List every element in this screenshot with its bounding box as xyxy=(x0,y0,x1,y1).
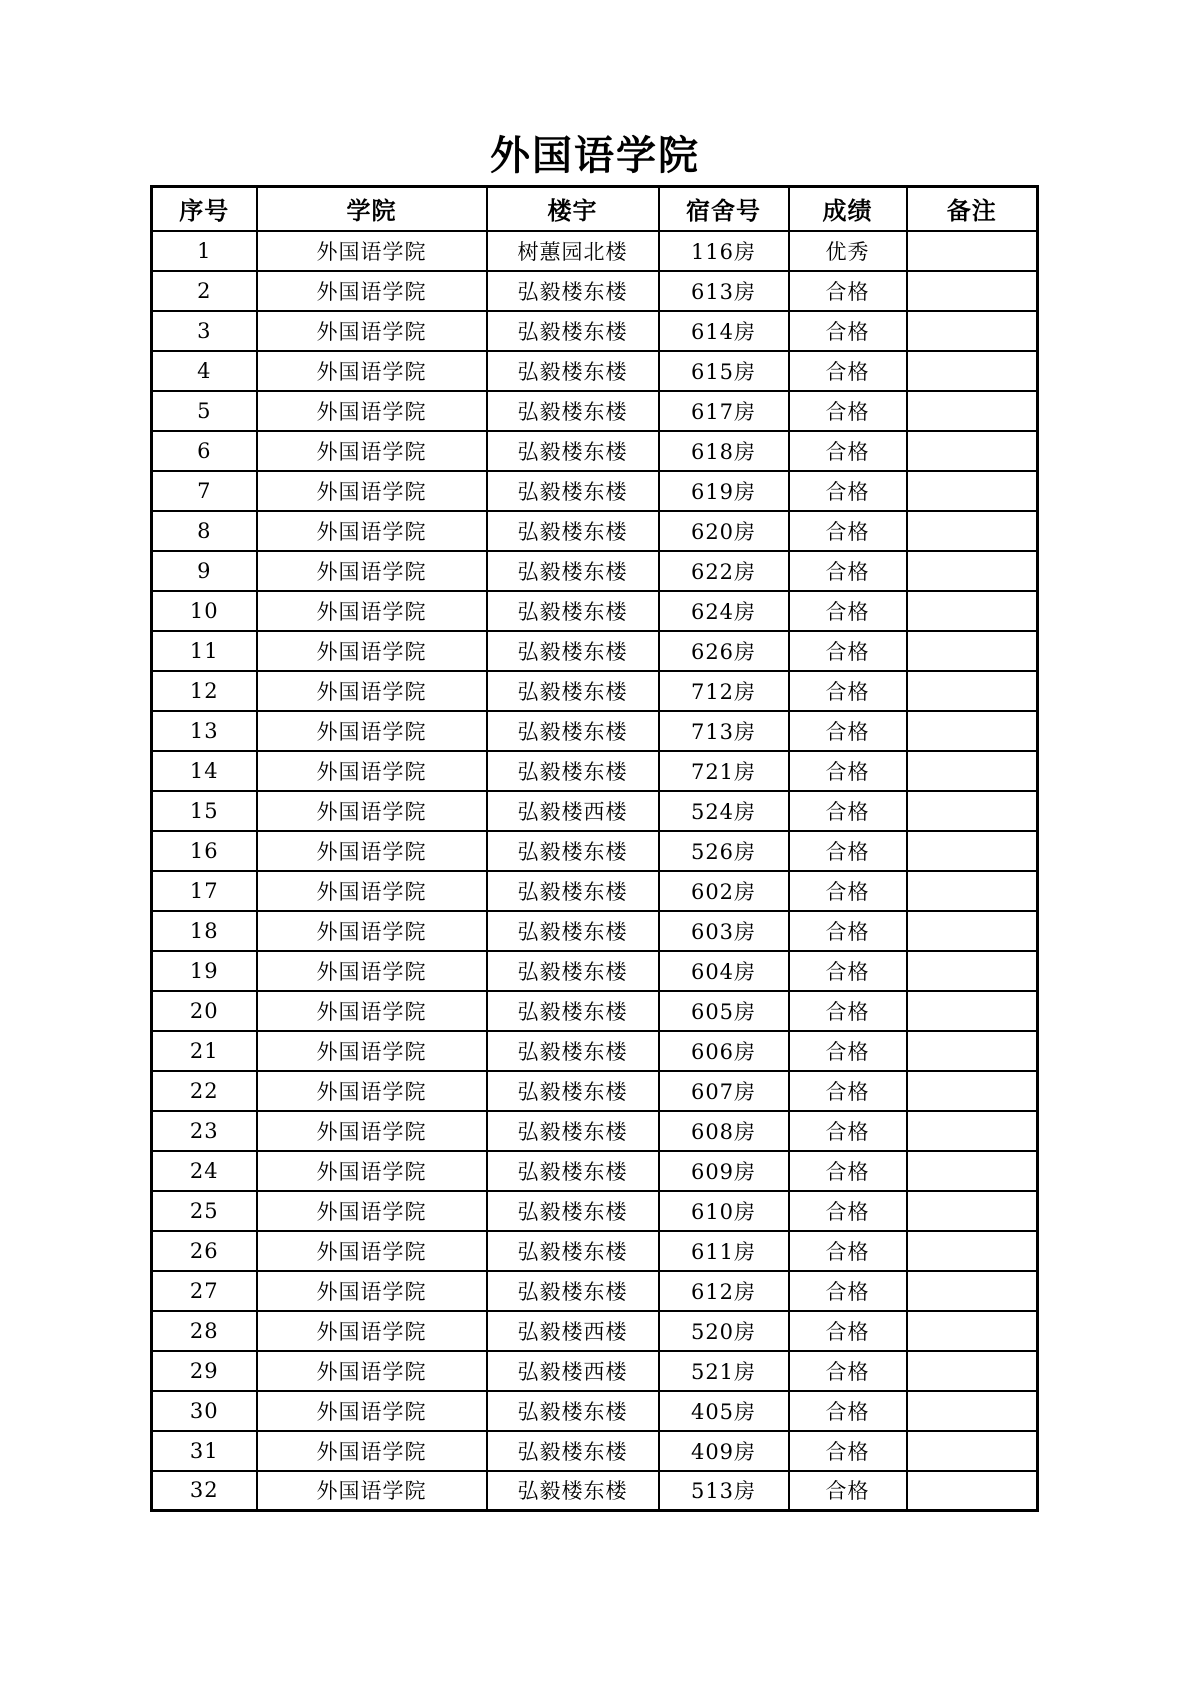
cell-building: 弘毅楼东楼 xyxy=(487,831,659,871)
cell-remark xyxy=(907,1351,1038,1391)
cell-building: 弘毅楼东楼 xyxy=(487,1071,659,1111)
table-row xyxy=(152,471,1038,511)
cell-remark xyxy=(907,1311,1038,1351)
cell-index: 3 xyxy=(152,311,257,351)
cell-building: 弘毅楼东楼 xyxy=(487,511,659,551)
cell-room: 520房 xyxy=(659,1311,789,1351)
cell-index: 24 xyxy=(152,1151,257,1191)
cell-index: 5 xyxy=(152,391,257,431)
table-row xyxy=(152,951,1038,991)
cell-college: 外国语学院 xyxy=(257,1351,487,1391)
cell-remark xyxy=(907,1191,1038,1231)
cell-remark xyxy=(907,871,1038,911)
cell-index: 17 xyxy=(152,871,257,911)
cell-grade: 合格 xyxy=(789,351,907,391)
table-row xyxy=(152,831,1038,871)
cell-college: 外国语学院 xyxy=(257,1471,487,1511)
table-row xyxy=(152,511,1038,551)
cell-college: 外国语学院 xyxy=(257,751,487,791)
cell-grade: 合格 xyxy=(789,271,907,311)
cell-college: 外国语学院 xyxy=(257,911,487,951)
cell-remark xyxy=(907,231,1038,271)
cell-building: 弘毅楼东楼 xyxy=(487,1151,659,1191)
cell-college: 外国语学院 xyxy=(257,271,487,311)
cell-index: 7 xyxy=(152,471,257,511)
cell-college: 外国语学院 xyxy=(257,1431,487,1471)
cell-college: 外国语学院 xyxy=(257,1191,487,1231)
cell-grade: 合格 xyxy=(789,471,907,511)
cell-remark xyxy=(907,511,1038,551)
cell-grade: 合格 xyxy=(789,1431,907,1471)
cell-remark xyxy=(907,671,1038,711)
cell-index: 28 xyxy=(152,1311,257,1351)
cell-building: 弘毅楼东楼 xyxy=(487,711,659,751)
header-grade: 成绩 xyxy=(789,187,907,231)
header-index: 序号 xyxy=(152,187,257,231)
cell-room: 615房 xyxy=(659,351,789,391)
table-row xyxy=(152,1391,1038,1431)
cell-index: 10 xyxy=(152,591,257,631)
table-row xyxy=(152,1471,1038,1511)
cell-grade: 合格 xyxy=(789,1311,907,1351)
cell-building: 弘毅楼东楼 xyxy=(487,631,659,671)
cell-room: 624房 xyxy=(659,591,789,631)
cell-remark xyxy=(907,1151,1038,1191)
cell-room: 524房 xyxy=(659,791,789,831)
table-row xyxy=(152,1191,1038,1231)
table-row xyxy=(152,1031,1038,1071)
cell-building: 弘毅楼东楼 xyxy=(487,1191,659,1231)
cell-index: 9 xyxy=(152,551,257,591)
cell-index: 19 xyxy=(152,951,257,991)
cell-index: 6 xyxy=(152,431,257,471)
table-row xyxy=(152,1351,1038,1391)
cell-grade: 合格 xyxy=(789,1271,907,1311)
cell-building: 弘毅楼东楼 xyxy=(487,311,659,351)
cell-index: 16 xyxy=(152,831,257,871)
cell-remark xyxy=(907,631,1038,671)
cell-index: 26 xyxy=(152,1231,257,1271)
cell-college: 外国语学院 xyxy=(257,391,487,431)
cell-grade: 合格 xyxy=(789,431,907,471)
cell-remark xyxy=(907,991,1038,1031)
cell-college: 外国语学院 xyxy=(257,831,487,871)
cell-room: 608房 xyxy=(659,1111,789,1151)
table-row xyxy=(152,591,1038,631)
cell-room: 607房 xyxy=(659,1071,789,1111)
cell-college: 外国语学院 xyxy=(257,1071,487,1111)
table-row xyxy=(152,1151,1038,1191)
cell-remark xyxy=(907,831,1038,871)
table-header-row xyxy=(152,187,1038,231)
header-college: 学院 xyxy=(257,187,487,231)
cell-remark xyxy=(907,551,1038,591)
table-row xyxy=(152,991,1038,1031)
cell-grade: 合格 xyxy=(789,511,907,551)
table-row xyxy=(152,1311,1038,1351)
cell-college: 外国语学院 xyxy=(257,591,487,631)
table-row xyxy=(152,671,1038,711)
cell-remark xyxy=(907,791,1038,831)
cell-grade: 合格 xyxy=(789,711,907,751)
cell-grade: 合格 xyxy=(789,1151,907,1191)
cell-index: 4 xyxy=(152,351,257,391)
cell-room: 620房 xyxy=(659,511,789,551)
cell-college: 外国语学院 xyxy=(257,991,487,1031)
cell-index: 21 xyxy=(152,1031,257,1071)
cell-college: 外国语学院 xyxy=(257,511,487,551)
cell-room: 609房 xyxy=(659,1151,789,1191)
cell-college: 外国语学院 xyxy=(257,871,487,911)
cell-index: 30 xyxy=(152,1391,257,1431)
cell-building: 弘毅楼东楼 xyxy=(487,551,659,591)
cell-room: 526房 xyxy=(659,831,789,871)
table-row xyxy=(152,1431,1038,1471)
cell-index: 12 xyxy=(152,671,257,711)
cell-index: 14 xyxy=(152,751,257,791)
cell-room: 405房 xyxy=(659,1391,789,1431)
cell-remark xyxy=(907,431,1038,471)
header-room: 宿舍号 xyxy=(659,187,789,231)
cell-college: 外国语学院 xyxy=(257,431,487,471)
cell-building: 弘毅楼东楼 xyxy=(487,591,659,631)
table-body xyxy=(152,231,1038,1511)
cell-grade: 合格 xyxy=(789,1031,907,1071)
cell-index: 27 xyxy=(152,1271,257,1311)
cell-remark xyxy=(907,1471,1038,1511)
cell-room: 116房 xyxy=(659,231,789,271)
cell-college: 外国语学院 xyxy=(257,1311,487,1351)
cell-index: 29 xyxy=(152,1351,257,1391)
cell-room: 603房 xyxy=(659,911,789,951)
table-row xyxy=(152,551,1038,591)
cell-building: 弘毅楼东楼 xyxy=(487,1111,659,1151)
cell-room: 617房 xyxy=(659,391,789,431)
cell-room: 606房 xyxy=(659,1031,789,1071)
table-row xyxy=(152,431,1038,471)
cell-grade: 合格 xyxy=(789,671,907,711)
cell-room: 604房 xyxy=(659,951,789,991)
cell-index: 22 xyxy=(152,1071,257,1111)
cell-building: 弘毅楼东楼 xyxy=(487,1391,659,1431)
cell-grade: 合格 xyxy=(789,1351,907,1391)
cell-building: 弘毅楼东楼 xyxy=(487,1031,659,1071)
cell-room: 605房 xyxy=(659,991,789,1031)
cell-index: 20 xyxy=(152,991,257,1031)
table-row xyxy=(152,871,1038,911)
cell-grade: 合格 xyxy=(789,911,907,951)
cell-grade: 合格 xyxy=(789,1471,907,1511)
cell-building: 树蕙园北楼 xyxy=(487,231,659,271)
cell-index: 18 xyxy=(152,911,257,951)
cell-college: 外国语学院 xyxy=(257,1391,487,1431)
cell-grade: 合格 xyxy=(789,1071,907,1111)
cell-remark xyxy=(907,1111,1038,1151)
cell-college: 外国语学院 xyxy=(257,1031,487,1071)
cell-room: 611房 xyxy=(659,1231,789,1271)
cell-college: 外国语学院 xyxy=(257,1151,487,1191)
cell-building: 弘毅楼东楼 xyxy=(487,991,659,1031)
cell-college: 外国语学院 xyxy=(257,551,487,591)
cell-building: 弘毅楼东楼 xyxy=(487,751,659,791)
dormitory-score-table xyxy=(150,185,1039,1512)
cell-room: 622房 xyxy=(659,551,789,591)
cell-remark xyxy=(907,391,1038,431)
cell-grade: 合格 xyxy=(789,791,907,831)
header-building: 楼宇 xyxy=(487,187,659,231)
table-row xyxy=(152,231,1038,271)
cell-grade: 合格 xyxy=(789,1111,907,1151)
cell-grade: 合格 xyxy=(789,991,907,1031)
cell-grade: 合格 xyxy=(789,1191,907,1231)
cell-grade: 合格 xyxy=(789,871,907,911)
cell-index: 13 xyxy=(152,711,257,751)
cell-room: 713房 xyxy=(659,711,789,751)
cell-room: 619房 xyxy=(659,471,789,511)
cell-grade: 合格 xyxy=(789,1231,907,1271)
table-row xyxy=(152,1111,1038,1151)
cell-room: 610房 xyxy=(659,1191,789,1231)
table-row xyxy=(152,1231,1038,1271)
cell-grade: 合格 xyxy=(789,1391,907,1431)
cell-room: 614房 xyxy=(659,311,789,351)
cell-remark xyxy=(907,911,1038,951)
cell-remark xyxy=(907,711,1038,751)
cell-college: 外国语学院 xyxy=(257,791,487,831)
cell-room: 721房 xyxy=(659,751,789,791)
cell-building: 弘毅楼东楼 xyxy=(487,351,659,391)
cell-remark xyxy=(907,471,1038,511)
cell-remark xyxy=(907,1031,1038,1071)
cell-remark xyxy=(907,1431,1038,1471)
cell-building: 弘毅楼东楼 xyxy=(487,671,659,711)
cell-building: 弘毅楼西楼 xyxy=(487,791,659,831)
cell-index: 25 xyxy=(152,1191,257,1231)
cell-remark xyxy=(907,591,1038,631)
table-row xyxy=(152,311,1038,351)
table-row xyxy=(152,391,1038,431)
cell-room: 612房 xyxy=(659,1271,789,1311)
cell-building: 弘毅楼东楼 xyxy=(487,471,659,511)
table-row xyxy=(152,351,1038,391)
cell-remark xyxy=(907,751,1038,791)
cell-index: 15 xyxy=(152,791,257,831)
cell-room: 618房 xyxy=(659,431,789,471)
cell-index: 11 xyxy=(152,631,257,671)
cell-room: 513房 xyxy=(659,1471,789,1511)
cell-building: 弘毅楼东楼 xyxy=(487,431,659,471)
cell-college: 外国语学院 xyxy=(257,471,487,511)
cell-grade: 合格 xyxy=(789,311,907,351)
cell-remark xyxy=(907,271,1038,311)
table-row xyxy=(152,751,1038,791)
cell-remark xyxy=(907,311,1038,351)
cell-grade: 合格 xyxy=(789,951,907,991)
cell-building: 弘毅楼东楼 xyxy=(487,951,659,991)
cell-room: 409房 xyxy=(659,1431,789,1471)
cell-index: 32 xyxy=(152,1471,257,1511)
cell-building: 弘毅楼东楼 xyxy=(487,391,659,431)
table-row xyxy=(152,1271,1038,1311)
cell-grade: 合格 xyxy=(789,631,907,671)
page-title: 外国语学院 xyxy=(490,132,700,179)
header-remark: 备注 xyxy=(907,187,1038,231)
cell-building: 弘毅楼东楼 xyxy=(487,1231,659,1271)
table-row xyxy=(152,791,1038,831)
cell-grade: 合格 xyxy=(789,591,907,631)
cell-room: 613房 xyxy=(659,271,789,311)
cell-building: 弘毅楼东楼 xyxy=(487,871,659,911)
cell-college: 外国语学院 xyxy=(257,671,487,711)
cell-grade: 合格 xyxy=(789,551,907,591)
cell-grade: 合格 xyxy=(789,751,907,791)
table-header xyxy=(152,187,1038,231)
cell-building: 弘毅楼东楼 xyxy=(487,1471,659,1511)
cell-building: 弘毅楼西楼 xyxy=(487,1311,659,1351)
cell-building: 弘毅楼东楼 xyxy=(487,271,659,311)
cell-remark xyxy=(907,1271,1038,1311)
cell-college: 外国语学院 xyxy=(257,351,487,391)
cell-room: 626房 xyxy=(659,631,789,671)
cell-index: 2 xyxy=(152,271,257,311)
cell-college: 外国语学院 xyxy=(257,311,487,351)
cell-college: 外国语学院 xyxy=(257,1111,487,1151)
cell-building: 弘毅楼东楼 xyxy=(487,1431,659,1471)
cell-college: 外国语学院 xyxy=(257,951,487,991)
cell-grade: 合格 xyxy=(789,391,907,431)
cell-remark xyxy=(907,351,1038,391)
cell-index: 8 xyxy=(152,511,257,551)
cell-building: 弘毅楼西楼 xyxy=(487,1351,659,1391)
cell-college: 外国语学院 xyxy=(257,1271,487,1311)
cell-room: 521房 xyxy=(659,1351,789,1391)
cell-index: 23 xyxy=(152,1111,257,1151)
cell-index: 1 xyxy=(152,231,257,271)
cell-index: 31 xyxy=(152,1431,257,1471)
table-row xyxy=(152,711,1038,751)
cell-college: 外国语学院 xyxy=(257,1231,487,1271)
cell-building: 弘毅楼东楼 xyxy=(487,1271,659,1311)
cell-building: 弘毅楼东楼 xyxy=(487,911,659,951)
table-row xyxy=(152,631,1038,671)
cell-remark xyxy=(907,1071,1038,1111)
cell-remark xyxy=(907,1391,1038,1431)
cell-grade: 优秀 xyxy=(789,231,907,271)
table-row xyxy=(152,271,1038,311)
cell-room: 712房 xyxy=(659,671,789,711)
cell-remark xyxy=(907,1231,1038,1271)
cell-college: 外国语学院 xyxy=(257,711,487,751)
cell-grade: 合格 xyxy=(789,831,907,871)
cell-room: 602房 xyxy=(659,871,789,911)
table-row xyxy=(152,911,1038,951)
table-row xyxy=(152,1071,1038,1111)
cell-college: 外国语学院 xyxy=(257,231,487,271)
cell-college: 外国语学院 xyxy=(257,631,487,671)
cell-remark xyxy=(907,951,1038,991)
